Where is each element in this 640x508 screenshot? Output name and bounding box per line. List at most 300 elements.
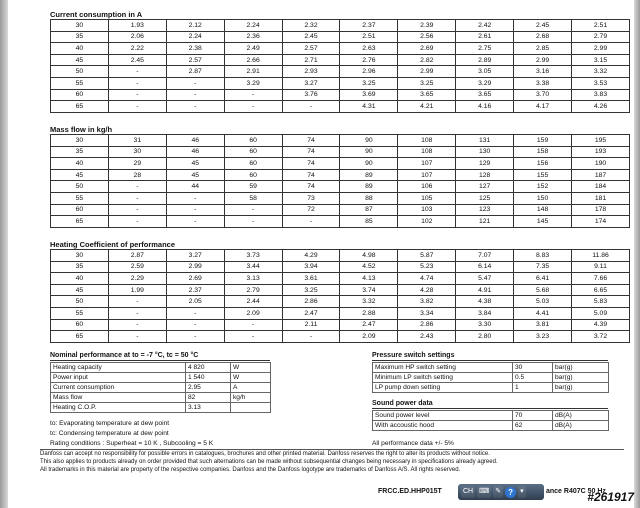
value-cell: 8.83 (514, 250, 572, 262)
nominal-label: Heating capacity (51, 363, 186, 373)
value-cell: 73 (282, 192, 340, 204)
value-cell: 2.38 (166, 43, 224, 55)
value-cell: 3.32 (340, 296, 398, 308)
footer-title: ance R407C 50 Hz (546, 488, 606, 495)
value-cell: 9.11 (572, 261, 630, 273)
value-cell: 3.38 (514, 77, 572, 89)
value-cell: 3.94 (282, 261, 340, 273)
value-cell: 3.82 (398, 296, 456, 308)
nominal-title: Nominal performance at to = -7 °C, tc = 50 °C (50, 352, 270, 361)
table-row (51, 146, 630, 158)
value-cell: - (166, 89, 224, 101)
table-row (51, 135, 630, 147)
value-cell: 125 (456, 192, 514, 204)
table-row (51, 393, 271, 403)
table-row (51, 250, 630, 262)
pressure-unit: bar(g) (553, 373, 609, 383)
value-cell: 106 (398, 181, 456, 193)
pressure-table (372, 362, 609, 393)
row-temperature-cell: 40 (51, 158, 109, 170)
value-cell: 178 (572, 204, 630, 216)
table-cop (50, 249, 630, 343)
value-cell: 145 (514, 216, 572, 228)
value-cell: 74 (282, 158, 340, 170)
row-temperature-cell: 60 (51, 204, 109, 216)
table-row (51, 261, 630, 273)
value-cell: 2.86 (398, 319, 456, 331)
value-cell: - (282, 331, 340, 343)
value-cell: 11.86 (572, 250, 630, 262)
value-cell: 3.13 (224, 273, 282, 285)
table-row (51, 66, 630, 78)
value-cell: 2.51 (340, 31, 398, 43)
value-cell: 190 (572, 158, 630, 170)
value-cell: 2.87 (166, 66, 224, 78)
value-cell: 127 (456, 181, 514, 193)
value-cell: 4.74 (398, 273, 456, 285)
section-title-massflow: Mass flow in kg/h (50, 125, 113, 134)
footer-doc-code: FRCC.ED.HHP015T (378, 488, 442, 495)
value-cell: 2.75 (456, 43, 514, 55)
value-cell: 2.96 (340, 66, 398, 78)
row-temperature-cell: 30 (51, 20, 109, 32)
value-cell: 5.83 (572, 296, 630, 308)
row-temperature-cell: 55 (51, 77, 109, 89)
value-cell: 2.12 (166, 20, 224, 32)
value-cell: 88 (340, 192, 398, 204)
value-cell: 2.45 (282, 31, 340, 43)
sound-value: 70 (513, 411, 553, 421)
value-cell: 2.47 (282, 307, 340, 319)
pressure-label: LP pump down setting (373, 383, 513, 393)
value-cell: 3.53 (572, 77, 630, 89)
value-cell: 6.14 (456, 261, 514, 273)
value-cell: 2.87 (108, 250, 166, 262)
value-cell: 3.27 (282, 77, 340, 89)
nominal-value: 4 820 (186, 363, 231, 373)
value-cell: - (108, 216, 166, 228)
value-cell: - (224, 204, 282, 216)
value-cell: 3.69 (340, 89, 398, 101)
language-button[interactable]: CH (461, 486, 475, 498)
menu-chevron-icon[interactable]: ▾ (518, 486, 526, 498)
value-cell: 6.65 (572, 284, 630, 296)
section-title-cop: Heating Coefficient of performance (50, 240, 176, 249)
value-cell: 2.89 (456, 54, 514, 66)
value-cell: 2.61 (456, 31, 514, 43)
disclaimer (40, 450, 620, 474)
value-cell: 46 (166, 146, 224, 158)
value-cell: 2.68 (514, 31, 572, 43)
value-cell: 2.32 (282, 20, 340, 32)
row-temperature-cell: 45 (51, 169, 109, 181)
value-cell: 2.09 (340, 331, 398, 343)
value-cell: 152 (514, 181, 572, 193)
nominal-unit: W (231, 373, 271, 383)
table-row (373, 411, 609, 421)
value-cell: - (108, 204, 166, 216)
note-to: to: Evaporating temperature at dew point (50, 420, 170, 427)
value-cell: 74 (282, 146, 340, 158)
table-row (51, 204, 630, 216)
value-cell: 3.74 (340, 284, 398, 296)
value-cell: 3.25 (340, 77, 398, 89)
value-cell: 2.76 (340, 54, 398, 66)
value-cell: 59 (224, 181, 282, 193)
pressure-switch-settings (372, 352, 608, 393)
value-cell: 2.49 (224, 43, 282, 55)
pressure-value: 0.5 (513, 373, 553, 383)
value-cell: 3.25 (398, 77, 456, 89)
value-cell: 7.66 (572, 273, 630, 285)
value-cell: 90 (340, 146, 398, 158)
value-cell: 108 (398, 135, 456, 147)
value-cell: 5.09 (572, 307, 630, 319)
value-cell: - (166, 331, 224, 343)
value-cell: 2.82 (398, 54, 456, 66)
value-cell: 4.31 (340, 101, 398, 113)
value-cell: 128 (456, 169, 514, 181)
value-cell: 85 (340, 216, 398, 228)
value-cell: - (166, 192, 224, 204)
row-temperature-cell: 45 (51, 54, 109, 66)
value-cell: 5.87 (398, 250, 456, 262)
value-cell: 2.51 (572, 20, 630, 32)
value-cell: 187 (572, 169, 630, 181)
value-cell: - (108, 66, 166, 78)
value-cell: 121 (456, 216, 514, 228)
value-cell: - (108, 331, 166, 343)
value-cell: 58 (224, 192, 282, 204)
value-cell: 3.65 (456, 89, 514, 101)
value-cell: 131 (456, 135, 514, 147)
value-cell: 89 (340, 169, 398, 181)
table-row (51, 101, 630, 113)
row-temperature-cell: 65 (51, 101, 109, 113)
value-cell: 184 (572, 181, 630, 193)
value-cell: - (108, 296, 166, 308)
value-cell: 159 (514, 135, 572, 147)
value-cell: 3.73 (224, 250, 282, 262)
value-cell: 4.21 (398, 101, 456, 113)
nominal-unit: A (231, 383, 271, 393)
table-row (51, 284, 630, 296)
value-cell: 3.34 (398, 307, 456, 319)
value-cell: 3.76 (282, 89, 340, 101)
row-temperature-cell: 65 (51, 331, 109, 343)
value-cell: 60 (224, 135, 282, 147)
disclaimer-line: This also applies to products already on order provided that such alternations can be made without subsequential changes being necessary in specifications already agreed. (40, 459, 498, 465)
section-title-current: Current consumption in A (50, 10, 143, 19)
value-cell: 2.99 (166, 261, 224, 273)
value-cell: 2.80 (456, 331, 514, 343)
help-icon[interactable]: ? (505, 487, 516, 498)
value-cell: 87 (340, 204, 398, 216)
value-cell: 74 (282, 181, 340, 193)
value-cell: 44 (166, 181, 224, 193)
value-cell: 3.27 (166, 250, 224, 262)
value-cell: 29 (108, 158, 166, 170)
value-cell: 3.15 (572, 54, 630, 66)
nominal-label: Mass flow (51, 393, 186, 403)
value-cell: 4.17 (514, 101, 572, 113)
table-row (373, 363, 609, 373)
value-cell: - (224, 331, 282, 343)
value-cell: 28 (108, 169, 166, 181)
nominal-value: 1 540 (186, 373, 231, 383)
table-row (51, 89, 630, 101)
value-cell: 2.99 (572, 43, 630, 55)
table-row (51, 307, 630, 319)
value-cell: 3.61 (282, 273, 340, 285)
value-cell: 181 (572, 192, 630, 204)
table-row (51, 31, 630, 43)
value-cell: 4.28 (398, 284, 456, 296)
value-cell: - (224, 89, 282, 101)
value-cell: 102 (398, 216, 456, 228)
value-cell: 2.69 (166, 273, 224, 285)
value-cell: 150 (514, 192, 572, 204)
value-cell: 30 (108, 146, 166, 158)
value-cell: - (108, 181, 166, 193)
row-temperature-cell: 35 (51, 261, 109, 273)
value-cell: 2.45 (108, 54, 166, 66)
value-cell: 2.45 (514, 20, 572, 32)
table-row (51, 169, 630, 181)
value-cell: 2.57 (166, 54, 224, 66)
value-cell: 4.52 (340, 261, 398, 273)
row-temperature-cell: 40 (51, 43, 109, 55)
table-row (51, 77, 630, 89)
nominal-label: Heating C.O.P. (51, 403, 186, 413)
value-cell: 4.91 (456, 284, 514, 296)
value-cell: 1.93 (108, 20, 166, 32)
value-cell: 60 (224, 146, 282, 158)
value-cell: 3.05 (456, 66, 514, 78)
pressure-unit: bar(g) (553, 383, 609, 393)
table-row (51, 158, 630, 170)
value-cell: 3.29 (224, 77, 282, 89)
value-cell: 90 (340, 135, 398, 147)
value-cell: 89 (340, 181, 398, 193)
value-cell: 156 (514, 158, 572, 170)
nominal-value: 3.13 (186, 403, 231, 413)
value-cell: 4.39 (572, 319, 630, 331)
value-cell: 3.30 (456, 319, 514, 331)
value-cell: 2.22 (108, 43, 166, 55)
value-cell: 74 (282, 169, 340, 181)
table-row (51, 319, 630, 331)
table-current (50, 19, 630, 113)
table-row (51, 373, 271, 383)
keyboard-icon[interactable]: ⌨ (477, 486, 491, 498)
table-row (51, 331, 630, 343)
table-row (51, 192, 630, 204)
value-cell: 45 (166, 158, 224, 170)
nominal-unit: kg/h (231, 393, 271, 403)
value-cell: 31 (108, 135, 166, 147)
sound-label: Sound power level (373, 411, 513, 421)
value-cell: 195 (572, 135, 630, 147)
value-cell: 2.88 (340, 307, 398, 319)
value-cell: 107 (398, 158, 456, 170)
value-cell: 2.37 (166, 284, 224, 296)
value-cell: 2.79 (224, 284, 282, 296)
value-cell: 3.65 (398, 89, 456, 101)
value-cell: 1.99 (108, 284, 166, 296)
value-cell: 107 (398, 169, 456, 181)
row-temperature-cell: 60 (51, 89, 109, 101)
pen-icon[interactable]: ✎ (493, 486, 503, 498)
value-cell: 130 (456, 146, 514, 158)
value-cell: 2.44 (224, 296, 282, 308)
note-tc: tc: Condensing temperature at dew point (50, 430, 169, 437)
value-cell: - (166, 101, 224, 113)
value-cell: 2.37 (340, 20, 398, 32)
table-row (51, 20, 630, 32)
sound-unit: dB(A) (553, 421, 609, 431)
value-cell: 3.32 (572, 66, 630, 78)
value-cell: - (108, 77, 166, 89)
value-cell: 193 (572, 146, 630, 158)
value-cell: 2.47 (340, 319, 398, 331)
value-cell: 158 (514, 146, 572, 158)
value-cell: 2.71 (282, 54, 340, 66)
value-cell: 148 (514, 204, 572, 216)
nominal-table (50, 362, 271, 413)
table-row (51, 54, 630, 66)
value-cell: 3.44 (224, 261, 282, 273)
value-cell: 3.16 (514, 66, 572, 78)
value-cell: 4.29 (282, 250, 340, 262)
value-cell: - (166, 204, 224, 216)
value-cell: - (282, 101, 340, 113)
row-temperature-cell: 40 (51, 273, 109, 285)
value-cell: 2.93 (282, 66, 340, 78)
value-cell: 7.35 (514, 261, 572, 273)
watermark: #261917 (587, 490, 634, 504)
language-toolbar (458, 484, 544, 500)
value-cell: 46 (166, 135, 224, 147)
nominal-label: Power input (51, 373, 186, 383)
row-temperature-cell: 35 (51, 146, 109, 158)
row-temperature-cell: 55 (51, 307, 109, 319)
value-cell: - (108, 192, 166, 204)
sound-value: 62 (513, 421, 553, 431)
row-temperature-cell: 55 (51, 192, 109, 204)
value-cell: 2.29 (108, 273, 166, 285)
value-cell: 2.24 (166, 31, 224, 43)
value-cell: 174 (572, 216, 630, 228)
value-cell: 74 (282, 135, 340, 147)
value-cell: 5.03 (514, 296, 572, 308)
row-temperature-cell: 50 (51, 181, 109, 193)
disclaimer-line: All trademarks in this material are property of the respective companies. Danfoss and the Danfoss logotype are trademarks of Danfoss A/S. All rights reserved. (40, 467, 461, 473)
table-row (51, 216, 630, 228)
value-cell: 105 (398, 192, 456, 204)
value-cell: 2.06 (108, 31, 166, 43)
value-cell: - (166, 77, 224, 89)
sound-title: Sound power data (372, 400, 608, 409)
value-cell: 2.09 (224, 307, 282, 319)
value-cell: 2.99 (514, 54, 572, 66)
value-cell: 129 (456, 158, 514, 170)
pressure-title: Pressure switch settings (372, 352, 608, 361)
table-row (373, 383, 609, 393)
pressure-value: 30 (513, 363, 553, 373)
value-cell: 155 (514, 169, 572, 181)
row-temperature-cell: 50 (51, 296, 109, 308)
value-cell: 2.86 (282, 296, 340, 308)
row-temperature-cell: 30 (51, 135, 109, 147)
note-rating: Rating conditions : Superheat = 10 K , Subcooling = 5 K (50, 440, 214, 447)
value-cell: - (224, 101, 282, 113)
note-tolerance: All performance data +/- 5% (372, 440, 454, 447)
value-cell: 3.70 (514, 89, 572, 101)
pressure-value: 1 (513, 383, 553, 393)
table-row (51, 296, 630, 308)
value-cell: 4.98 (340, 250, 398, 262)
value-cell: 5.23 (398, 261, 456, 273)
value-cell: - (108, 307, 166, 319)
value-cell: 2.57 (282, 43, 340, 55)
value-cell: 6.41 (514, 273, 572, 285)
table-row (51, 181, 630, 193)
value-cell: 3.23 (514, 331, 572, 343)
value-cell: 2.63 (340, 43, 398, 55)
row-temperature-cell: 50 (51, 66, 109, 78)
value-cell: 4.13 (340, 273, 398, 285)
table-row (373, 373, 609, 383)
row-temperature-cell: 60 (51, 319, 109, 331)
value-cell: 2.42 (456, 20, 514, 32)
value-cell: 2.39 (398, 20, 456, 32)
disclaimer-line: Danfoss can accept no responsibility for possible errors in catalogues, brochures and other printed material. Danfoss reserves the right to alter its products without notice. (40, 451, 490, 457)
value-cell: 2.05 (166, 296, 224, 308)
value-cell: 2.69 (398, 43, 456, 55)
table-row (373, 421, 609, 431)
value-cell: - (108, 89, 166, 101)
sound-power-data (372, 400, 608, 431)
value-cell: 108 (398, 146, 456, 158)
sound-label: With accoustic hood (373, 421, 513, 431)
nominal-unit: W (231, 363, 271, 373)
value-cell: 2.79 (572, 31, 630, 43)
value-cell: 3.83 (572, 89, 630, 101)
table-row (51, 273, 630, 285)
value-cell: 2.56 (398, 31, 456, 43)
value-cell: 3.72 (572, 331, 630, 343)
value-cell: 7.07 (456, 250, 514, 262)
value-cell: 60 (224, 158, 282, 170)
value-cell: 45 (166, 169, 224, 181)
value-cell: 90 (340, 158, 398, 170)
row-temperature-cell: 30 (51, 250, 109, 262)
row-temperature-cell: 45 (51, 284, 109, 296)
window-frame-left (0, 0, 8, 508)
table-row (51, 43, 630, 55)
row-temperature-cell: 35 (51, 31, 109, 43)
pressure-unit: bar(g) (553, 363, 609, 373)
sound-unit: dB(A) (553, 411, 609, 421)
table-row (51, 403, 271, 413)
pressure-label: Maximum HP switch setting (373, 363, 513, 373)
table-massflow (50, 134, 630, 228)
value-cell: - (224, 216, 282, 228)
nominal-unit (231, 403, 271, 413)
value-cell: 3.84 (456, 307, 514, 319)
pressure-label: Minimum LP switch setting (373, 373, 513, 383)
